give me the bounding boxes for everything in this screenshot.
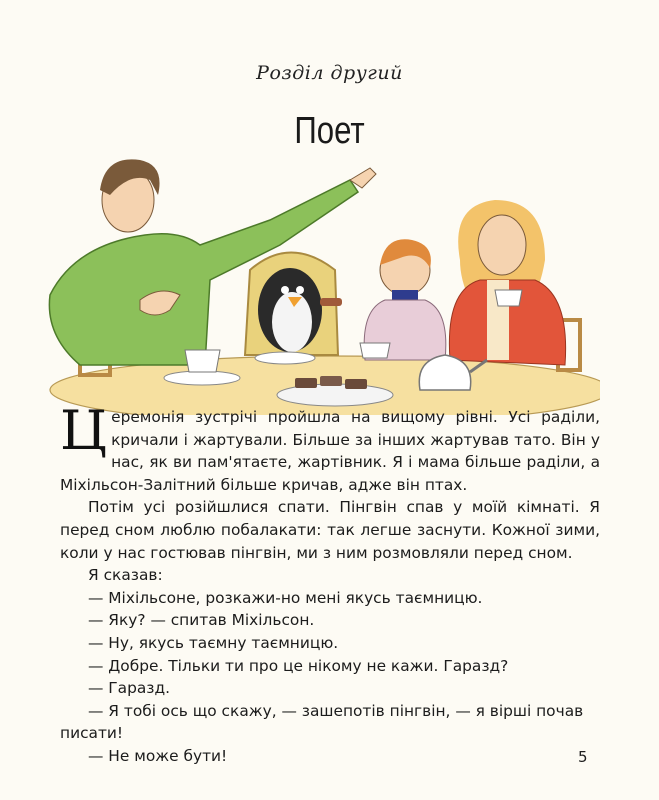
dialog-line: — Я тобі ось що скажу, — зашепотів пінгвін, — я вірші почав писати! (60, 701, 584, 743)
paragraph-2: Потім усі розійшлися спати. Пінгвін спав у моїй кімнаті. Я перед сном люблю побалакати: так легше заснути. Кожної зими, коли у нас гостював пінгвін, ми з ним розмовляли перед сном. (60, 498, 600, 562)
drop-cap: Ц (60, 399, 108, 462)
paragraph-1: Церемонія зустрічі пройшла на вищому рівні. Усі раділи, кричали і жартували. Більше за інших жартував тато. Він у нас, як ви пам'ятаєте, жартівник. Я і мама більше раділи, а Міхільсон-Залітний більше кричав, адже він птах. (60, 399, 600, 494)
chapter-label: Розділ другий (256, 62, 403, 84)
dialog-line: — Гаразд. (88, 679, 171, 698)
dialog-line: Я сказав: (88, 566, 163, 585)
mother-figure (449, 200, 565, 365)
dialog-line: — Не може бути! (88, 746, 228, 765)
dialog-line: — Ну, якусь таємну таємницю. (88, 633, 339, 652)
dialog-line: — Добре. Тільки ти про це нікому не кажи. Гаразд? (88, 656, 509, 675)
page-number: 5 (578, 748, 588, 766)
chapter-title: Поет (294, 110, 365, 152)
dialog-line: — Міхільсоне, розкажи-но мені якусь таємницю. (88, 588, 483, 607)
boy-figure (364, 239, 446, 360)
dialog-line: — Яку? — спитав Міхільсон. (88, 611, 315, 630)
page-body (60, 399, 600, 768)
tea-party-illustration (40, 150, 600, 415)
